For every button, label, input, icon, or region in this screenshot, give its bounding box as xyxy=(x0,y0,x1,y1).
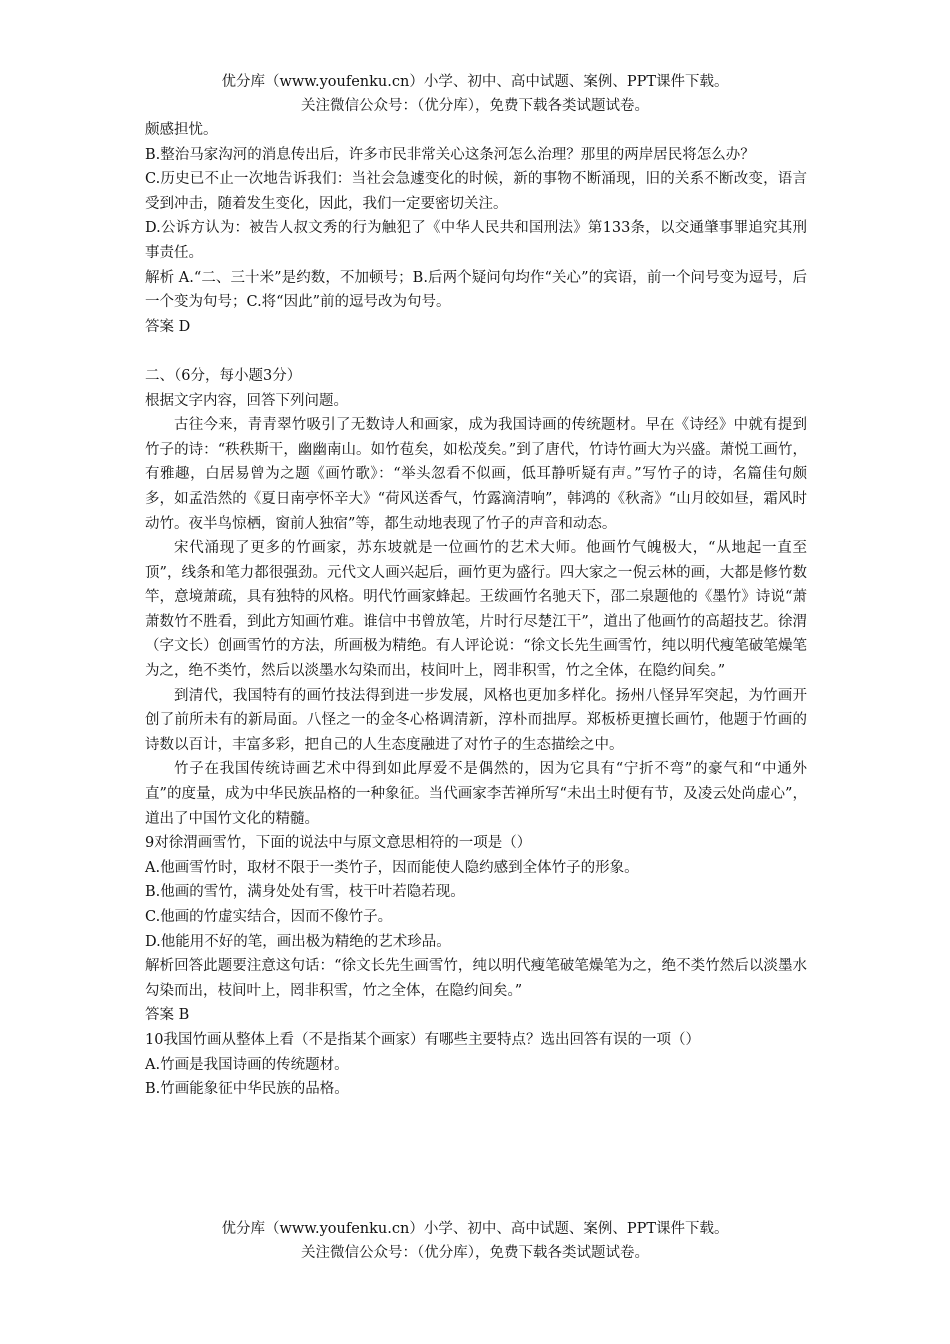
header-line-2: 关注微信公众号：（优分库），免费下载各类试题试卷。 xyxy=(301,98,649,114)
footer-line-1: 优分库（www.youfenku.cn）小学、初中、高中试题、案例、PPT课件下载。 xyxy=(221,1221,729,1237)
section-2-heading: 二、（6分，每小题3分） xyxy=(145,367,302,384)
q9-option-d: D.他能用不好的笔，画出极为精绝的艺术珍品。 xyxy=(145,933,451,950)
passage-paragraph-4: 竹子在我国传统诗画艺术中得到如此厚爱不是偶然的，因为它具有“宁折不弯”的豪气和“中通外直”的度量，成为中华民族品格的一种象征。当代画家李苦禅所写“未出土时便有节，及凌云处尚虚心”，道出了中国竹文化的精髓。 xyxy=(145,761,807,827)
q9-answer: 答案 B xyxy=(145,1007,190,1024)
q9-stem: 9对徐渭画雪竹，下面的说法中与原文意思相符的一项是（） xyxy=(145,835,532,852)
q8-option-d: D.公诉方认为：被告人叔文秀的行为触犯了《中华人民共和国刑法》第133条，以交通肇事罪追究其刑事责任。 xyxy=(145,220,807,261)
page-footer xyxy=(0,1217,950,1265)
q8-option-b: B.整治马家沟河的消息传出后，许多市民非常关心这条河怎么治理？那里的两岸居民将怎么办？ xyxy=(145,146,755,163)
q8-option-c: C.历史已不止一次地告诉我们：当社会急遽变化的时候，新的事物不断涌现，旧的关系不断改变，语言受到冲击，随着发生变化，因此，我们一定要密切关注。 xyxy=(145,171,807,212)
q9-option-c: C.他画的竹虚实结合，因而不像竹子。 xyxy=(145,909,393,925)
passage-paragraph-3: 到清代，我国特有的画竹技法得到进一步发展，风格也更加多样化。扬州八怪异军突起，为竹画开创了前所未有的新局面。八怪之一的金冬心格调清新，淳朴而拙厚。郑板桥更擅长画竹，他题于竹画的诗数以百计，丰富多彩，把自己的人生态度融进了对竹子的生态描绘之中。 xyxy=(145,687,807,753)
document-body xyxy=(145,118,807,1102)
q10-option-a: A.竹画是我国诗画的传统题材。 xyxy=(145,1056,349,1073)
q8-answer: 答案 D xyxy=(145,318,191,335)
footer-line-2: 关注微信公众号：（优分库），免费下载各类试题试卷。 xyxy=(301,1245,649,1261)
header-line-1: 优分库（www.youfenku.cn）小学、初中、高中试题、案例、PPT课件下载。 xyxy=(221,74,729,90)
passage-paragraph-1: 古往今来，青青翠竹吸引了无数诗人和画家，成为我国诗画的传统题材。早在《诗经》中就有提到竹子的诗：“秩秩斯干，幽幽南山。如竹苞矣，如松茂矣。”到了唐代，竹诗竹画大为兴盛。萧悦工画竹，有雅趣，白居易曾为之题《画竹歌》：“举头忽看不似画，低耳静听疑有声。”写竹子的诗，名篇佳句颇多，如孟浩然的《夏日南亭怀辛大》“荷风送香气，竹露滴清响”，韩鸿的《秋斋》“山月皎如昼，霜风时动竹。夜半鸟惊栖，窗前人独宿”等，都生动地表现了竹子的声音和动态。 xyxy=(145,417,807,532)
q8-analysis: 解析 A.“二、三十米”是约数，不加顿号；B.后两个疑问句均作“关心”的宾语，前一个问号变为逗号，后一个变为句号；C.将“因此”前的逗号改为句号。 xyxy=(145,269,807,311)
section-2-instruction: 根据文字内容，回答下列问题。 xyxy=(145,392,348,409)
q9-option-a: A.他画雪竹时，取材不限于一类竹子，因而能使人隐约感到全体竹子的形象。 xyxy=(145,859,639,876)
q8-tail: 颇感担忧。 xyxy=(145,122,218,138)
blank-line xyxy=(145,339,807,364)
q10-option-b: B.竹画能象征中华民族的品格。 xyxy=(145,1081,349,1098)
passage-paragraph-2: 宋代涌现了更多的竹画家，苏东坡就是一位画竹的艺术大师。他画竹气魄极大，“从地起一直至顶”，线条和笔力都很强劲。元代文人画兴起后，画竹更为盛行。四大家之一倪云林的画，大都是修竹数竿，意境萧疏，具有独特的风格。明代竹画家蜂起。王绂画竹名驰天下，邵二泉题他的《墨竹》诗说“萧萧数竹不胜看，到此方知画竹难。谁信中书曾放笔，片时行尽楚江干”，道出了他画竹的高超技艺。徐渭（字文长）创画雪竹的方法，所画极为精绝。有人评论说：“徐文长先生画雪竹，纯以明代瘦笔破笔燥笔为之，绝不类竹，然后以淡墨水勾染而出，枝间叶上，罔非积雪，竹之全体，在隐约间矣。” xyxy=(145,540,807,680)
q9-option-b: B.他画的雪竹，满身处处有雪，枝干叶若隐若现。 xyxy=(145,884,465,901)
page-header xyxy=(0,70,950,118)
q9-analysis: 解析回答此题要注意这句话：“徐文长先生画雪竹，纯以明代瘦笔破笔燥笔为之，绝不类竹然后以淡墨水勾染而出，枝间叶上，罔非积雪，竹之全体，在隐约间矣。” xyxy=(145,958,807,999)
q10-stem: 10我国竹画从整体上看（不是指某个画家）有哪些主要特点？选出回答有误的一项（） xyxy=(145,1031,700,1048)
